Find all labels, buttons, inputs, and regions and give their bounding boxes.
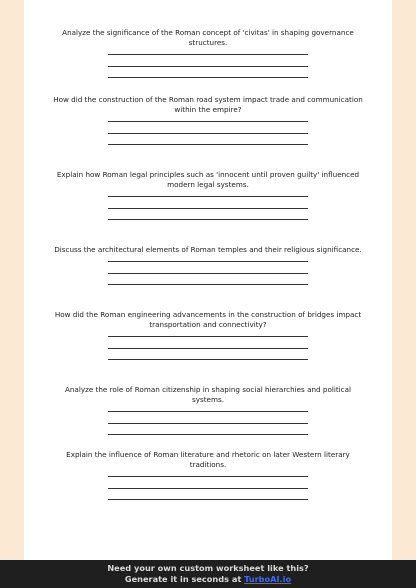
question-block <box>24 385 392 446</box>
worksheet-page <box>24 0 392 560</box>
answer-lines <box>108 261 308 285</box>
answer-line[interactable] <box>108 499 308 500</box>
answer-line[interactable] <box>108 411 308 412</box>
answer-line[interactable] <box>108 133 308 134</box>
question-block <box>24 245 392 296</box>
question-block <box>24 95 392 156</box>
question-text: Explain how Roman legal principles such as 'innocent until proven guilty' influenced modern legal systems. <box>56 170 360 189</box>
answer-line[interactable] <box>108 348 308 349</box>
question-text: How did the construction of the Roman road system impact trade and communication within the empire? <box>53 95 363 114</box>
answer-line[interactable] <box>108 196 308 197</box>
question-block <box>24 450 392 511</box>
answer-line[interactable] <box>108 423 308 424</box>
question-text: Discuss the architectural elements of Roman temples and their religious significance. <box>54 245 362 254</box>
answer-lines <box>108 54 308 78</box>
question-block <box>24 28 392 89</box>
answer-line[interactable] <box>108 261 308 262</box>
answer-line[interactable] <box>108 488 308 489</box>
answer-line[interactable] <box>108 359 308 360</box>
turboai-link[interactable]: TurboAI.io <box>244 574 292 584</box>
answer-lines <box>108 196 308 220</box>
promo-footer <box>0 560 416 588</box>
answer-line[interactable] <box>108 54 308 55</box>
answer-line[interactable] <box>108 66 308 67</box>
answer-line[interactable] <box>108 284 308 285</box>
footer-line-2-text: Generate it in seconds at <box>124 574 245 584</box>
answer-lines <box>108 476 308 500</box>
answer-line[interactable] <box>108 273 308 274</box>
answer-lines <box>108 336 308 360</box>
question-text: Analyze the role of Roman citizenship in shaping social hierarchies and political systems. <box>64 385 352 404</box>
footer-line-2 <box>0 574 416 585</box>
answer-line[interactable] <box>108 336 308 337</box>
answer-line[interactable] <box>108 208 308 209</box>
answer-line[interactable] <box>108 77 308 78</box>
question-text: How did the Roman engineering advancements in the construction of bridges impact transportation and connectivity? <box>54 310 362 329</box>
answer-lines <box>108 121 308 145</box>
answer-line[interactable] <box>108 219 308 220</box>
answer-line[interactable] <box>108 434 308 435</box>
answer-line[interactable] <box>108 476 308 477</box>
answer-line[interactable] <box>108 144 308 145</box>
question-block <box>24 170 392 231</box>
question-block <box>24 310 392 371</box>
answer-lines <box>108 411 308 435</box>
question-text: Explain the influence of Roman literature and rhetoric on later Western literary traditions. <box>66 450 350 469</box>
footer-line-1: Need your own custom worksheet like this? <box>107 563 309 573</box>
question-text: Analyze the significance of the Roman concept of 'civitas' in shaping governance structures. <box>62 28 354 47</box>
answer-line[interactable] <box>108 121 308 122</box>
